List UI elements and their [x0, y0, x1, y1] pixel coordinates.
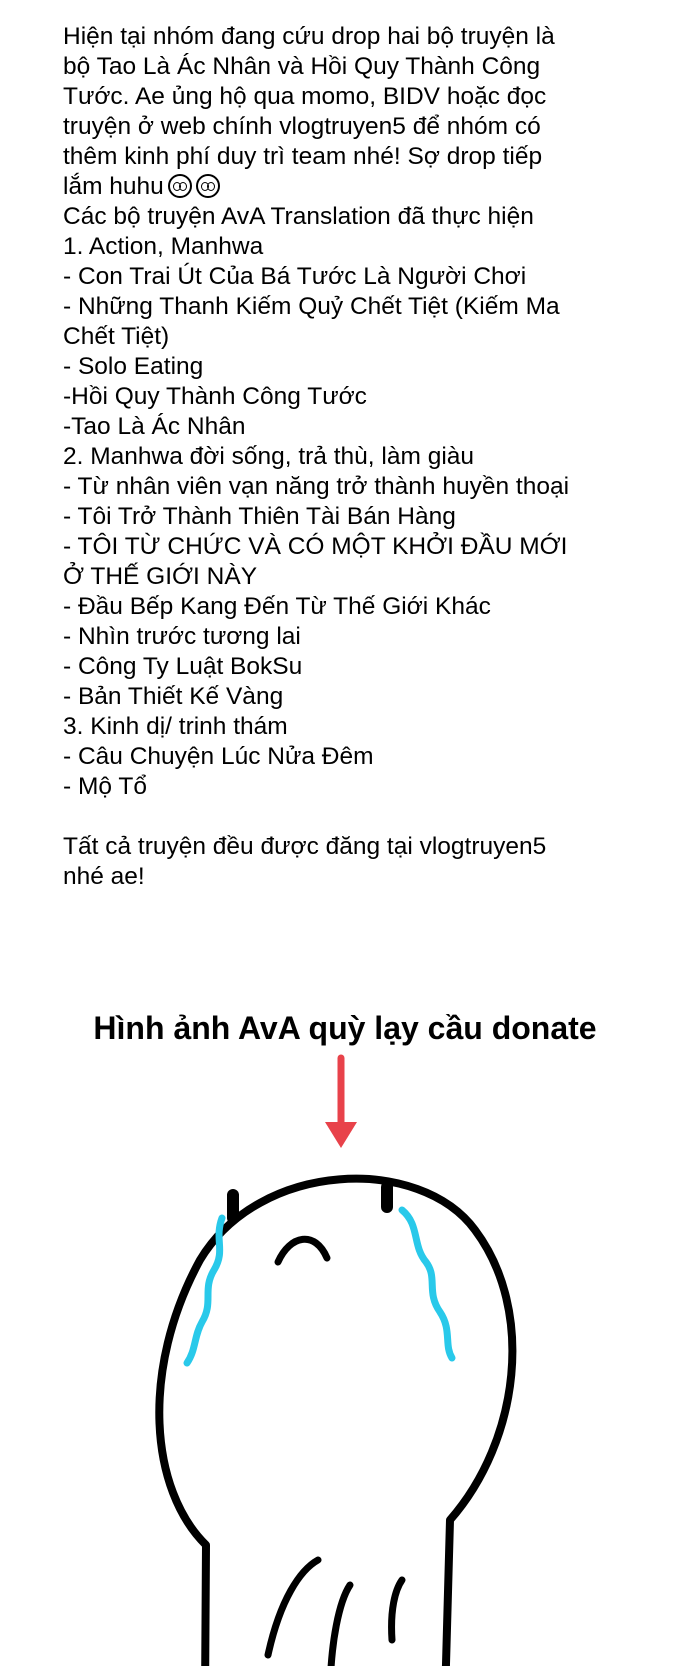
pleading-face-icon: [168, 174, 192, 198]
down-arrow-icon: [325, 1058, 357, 1148]
list-item: Chết Tiệt): [63, 323, 170, 350]
list-item: - Con Trai Út Của Bá Tước Là Người Chơi: [63, 263, 527, 290]
pleading-face-icon: [196, 174, 220, 198]
intro-line: thêm kinh phí duy trì team nhé! Sợ drop tiếp: [63, 143, 543, 170]
list-item: - Tôi Trở Thành Thiên Tài Bán Hàng: [63, 503, 456, 530]
list-item: -Tao Là Ác Nhân: [63, 413, 246, 440]
list-heading: Các bộ truyện AvA Translation đã thực hiện: [63, 203, 534, 230]
character-outline: [159, 1179, 512, 1666]
list-item: - Bản Thiết Kế Vàng: [63, 683, 284, 710]
list-item: - Công Ty Luật BokSu: [63, 653, 303, 680]
post-text: [63, 22, 673, 892]
intro-line: Hiện tại nhóm đang cứu drop hai bộ truyện là: [63, 23, 555, 50]
intro-line: Tước. Ae ủng hộ qua momo, BIDV hoặc đọc: [63, 83, 547, 110]
spacer: [63, 802, 673, 832]
list-item: - Đầu Bếp Kang Đến Từ Thế Giới Khác: [63, 593, 491, 620]
list-item: - Câu Chuyện Lúc Nửa Đêm: [63, 743, 374, 770]
list-item: -Hồi Quy Thành Công Tước: [63, 383, 367, 410]
footer-line: nhé ae!: [63, 863, 145, 890]
list-item: - Những Thanh Kiếm Quỷ Chết Tiệt (Kiếm Ma: [63, 293, 560, 320]
list-item: - Nhìn trước tương lai: [63, 623, 301, 650]
intro-line-last: [63, 172, 673, 202]
list-item: - Mộ Tổ: [63, 773, 147, 800]
list-item: - Từ nhân viên vạn năng trở thành huyền thoại: [63, 473, 570, 500]
intro-line: truyện ở web chính vlogtruyen5 để nhóm có: [63, 113, 541, 140]
list-item: Ở THẾ GIỚI NÀY: [63, 563, 258, 590]
footer-line: Tất cả truyện đều được đăng tại vlogtruyen5: [63, 833, 547, 860]
intro-line: bộ Tao Là Ác Nhân và Hồi Quy Thành Công: [63, 53, 541, 80]
section-title: 1. Action, Manhwa: [63, 233, 264, 260]
section-title: 2. Manhwa đời sống, trả thù, làm giàu: [63, 443, 475, 470]
list-item: - Solo Eating: [63, 353, 204, 380]
intro-line-text: lắm huhu: [63, 173, 164, 200]
crying-character-illustration: [0, 1040, 690, 1666]
list-item: - TÔI TỪ CHỨC VÀ CÓ MỘT KHỞI ĐẦU MỚI: [63, 533, 568, 560]
section-title: 3. Kinh dị/ trinh thám: [63, 713, 288, 740]
image-caption: Hình ảnh AvA quỳ lạy cầu donate: [93, 1010, 597, 1046]
